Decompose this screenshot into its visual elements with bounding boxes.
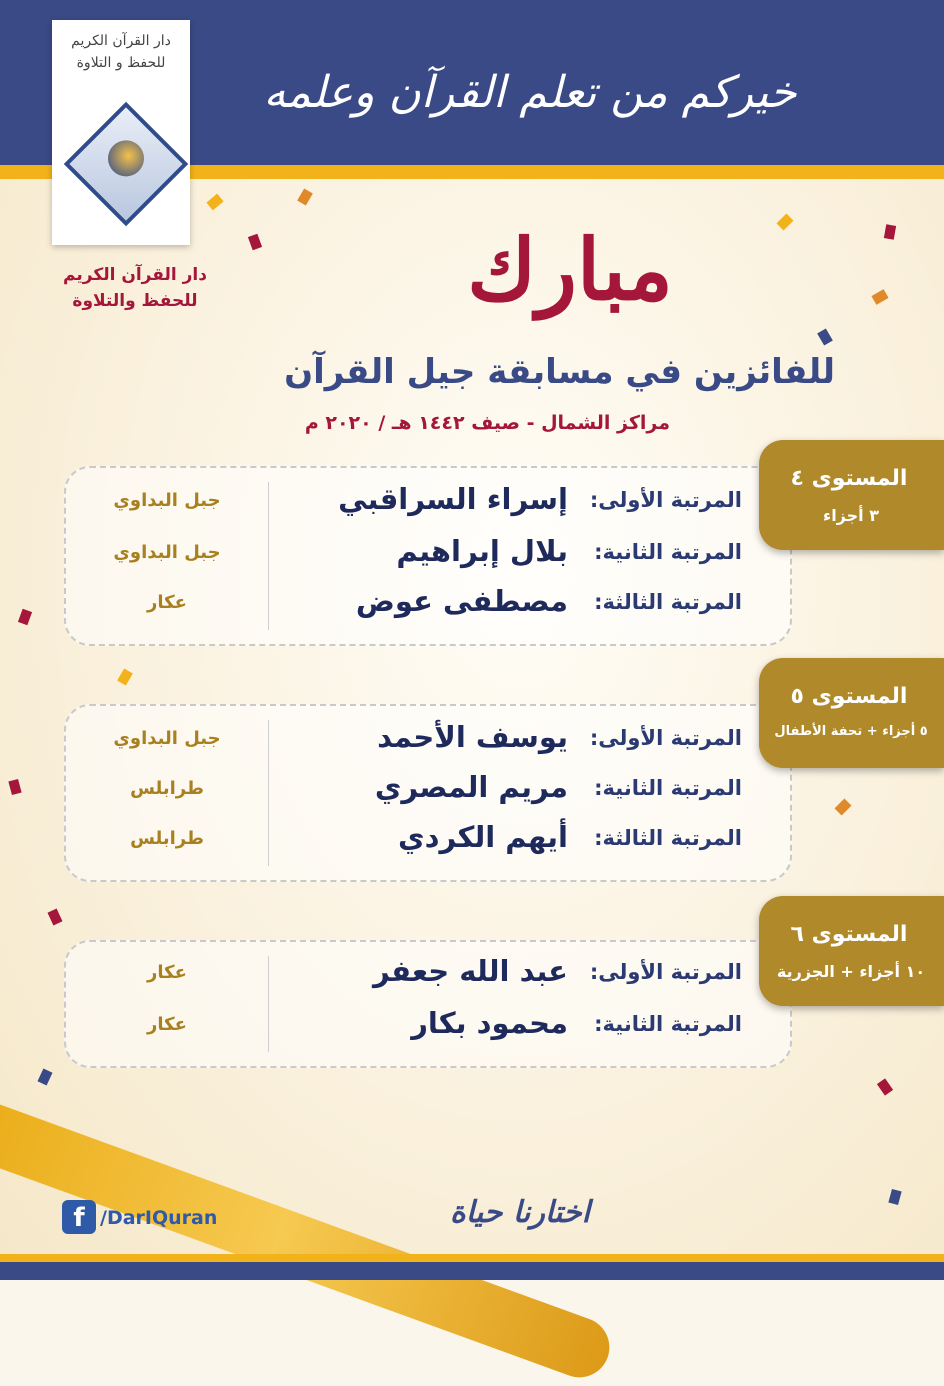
winner-name: بلال إبراهيم xyxy=(396,534,568,568)
level-subtitle: ١٠ أجزاء + الجزرية xyxy=(776,962,926,981)
bottom-band xyxy=(0,1262,944,1280)
facebook-handle[interactable]: /DarIQuran xyxy=(100,1207,218,1229)
winner-place: جبل البداوي xyxy=(113,542,221,563)
winner-place: جبل البداوي xyxy=(113,728,221,749)
rank-label: المرتبة الثانية: xyxy=(594,776,742,800)
emblem-icon xyxy=(64,102,188,226)
logo-wordmark xyxy=(60,30,182,100)
winner-place: عكار xyxy=(147,962,187,983)
winner-row xyxy=(66,1006,790,1052)
winner-row xyxy=(66,720,790,766)
emblem-center-icon xyxy=(101,133,152,184)
winner-name: مصطفى عوض xyxy=(355,584,568,618)
level-card-6 xyxy=(64,940,792,1068)
rank-label: المرتبة الثانية: xyxy=(594,540,742,564)
headline: مبارك xyxy=(467,220,673,319)
winner-place: عكار xyxy=(147,1014,187,1035)
slogan: اختارنا حياة xyxy=(450,1195,590,1230)
facebook-icon[interactable]: f xyxy=(62,1200,96,1234)
winner-row xyxy=(66,482,790,528)
winner-row xyxy=(66,534,790,580)
winner-place: طرابلس xyxy=(130,828,204,849)
winner-name: يوسف الأحمد xyxy=(377,720,568,754)
winner-row xyxy=(66,584,790,630)
winner-name: أيهم الكردي xyxy=(397,820,568,854)
winner-place: جبل البداوي xyxy=(113,490,221,511)
level-title: المستوى ٤ xyxy=(790,466,908,491)
level-title: المستوى ٥ xyxy=(790,684,908,709)
header-title: خيركم من تعلم القرآن وعلمه xyxy=(263,67,797,118)
winner-place: عكار xyxy=(147,592,187,613)
winner-row xyxy=(66,770,790,816)
rank-label: المرتبة الأولى: xyxy=(589,488,742,512)
winner-name: محمود بكار xyxy=(411,1006,568,1040)
level-subtitle: ٥ أجزاء + تحفة الأطفال xyxy=(774,724,928,739)
rank-label: المرتبة الثانية: xyxy=(594,1012,742,1036)
org-name xyxy=(40,262,230,314)
level-card-4 xyxy=(64,466,792,646)
level-card-5 xyxy=(64,704,792,882)
level-tag-4 xyxy=(759,440,944,550)
winner-place: طرابلس xyxy=(130,778,204,799)
logo-wordmark-line2: للحفظ و التلاوة xyxy=(76,55,166,71)
winner-name: مريم المصري xyxy=(374,770,568,804)
winner-name: عبد الله جعفر xyxy=(372,954,568,988)
subtitle: للفائزين في مسابقة جيل القرآن xyxy=(284,352,835,392)
rank-label: المرتبة الثالثة: xyxy=(594,590,742,614)
level-title: المستوى ٦ xyxy=(790,922,908,947)
rank-label: المرتبة الأولى: xyxy=(589,726,742,750)
logo-panel xyxy=(52,20,190,245)
level-tag-6 xyxy=(759,896,944,1006)
org-name-line2: للحفظ والتلاوة xyxy=(72,291,198,311)
winner-name: إسراء السراقبي xyxy=(338,482,568,516)
winner-row xyxy=(66,820,790,866)
winner-row xyxy=(66,954,790,1000)
logo-wordmark-line1: دار القرآن الكريم xyxy=(71,33,171,49)
org-name-line1: دار القرآن الكريم xyxy=(63,265,207,285)
level-subtitle: ٣ أجزاء xyxy=(823,506,879,525)
edition-line: مراكز الشمال - صيف ١٤٤٢ هـ / ٢٠٢٠ م xyxy=(304,412,670,434)
bottom-stripe xyxy=(0,1254,944,1262)
rank-label: المرتبة الثالثة: xyxy=(594,826,742,850)
rank-label: المرتبة الأولى: xyxy=(589,960,742,984)
level-tag-5 xyxy=(759,658,944,768)
